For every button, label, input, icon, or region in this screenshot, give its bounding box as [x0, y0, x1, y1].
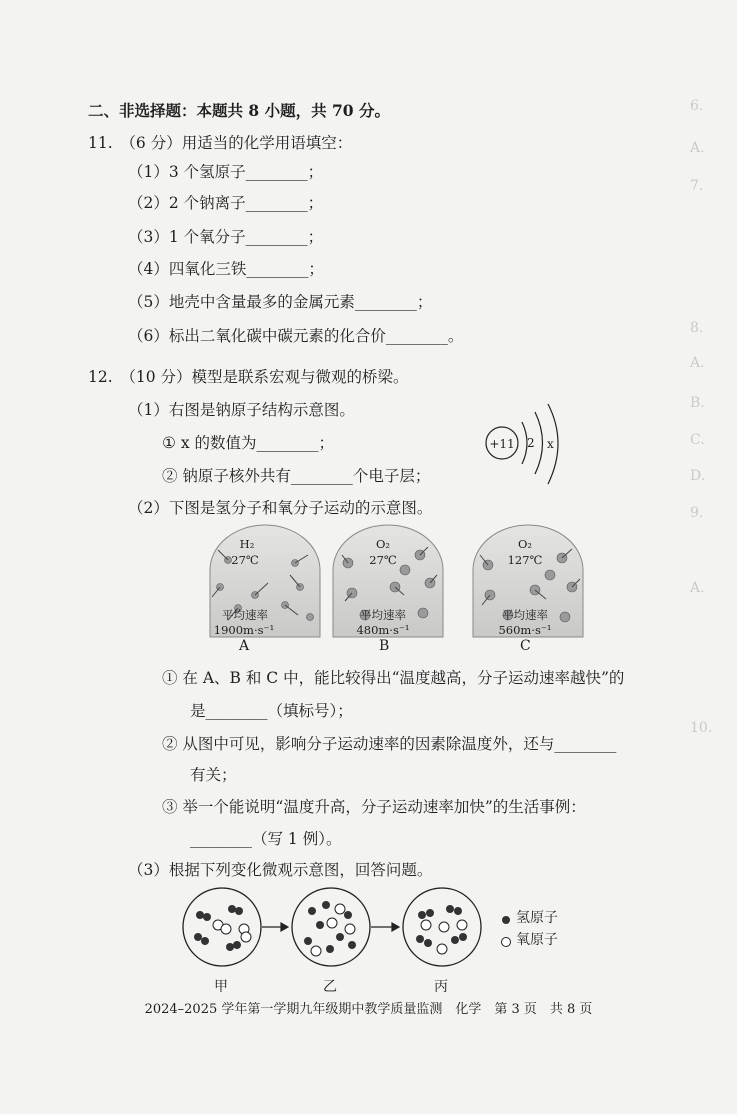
q11-item-1: （1）3 个氢原子________；	[128, 163, 324, 181]
dome-a-rate: 1900m·s⁻¹	[213, 623, 275, 637]
oxygen-atom-legend-icon	[500, 936, 512, 948]
q11-item-3: （3）1 个氧分子________；	[128, 228, 324, 246]
dome-c-label: C	[520, 638, 531, 654]
q11-item-4: （4）四氧化三铁________；	[128, 260, 324, 278]
sodium-atom-diagram	[480, 400, 580, 500]
shell1-label: 2	[527, 436, 535, 450]
dome-a-temp: 27℃	[231, 553, 259, 567]
hydrogen-atom-legend-icon	[500, 914, 512, 926]
q12-part3: （3）根据下列变化微观示意图，回答问题。	[128, 861, 433, 879]
dome-b-rate-label: 平均速率	[360, 608, 406, 622]
dome-b-gas: O₂	[375, 537, 391, 551]
bleed-text: B.	[690, 395, 705, 411]
section-title: 二、非选择题：本题共 8 小题，共 70 分。	[88, 101, 390, 120]
q12-part1-b: ② 钠原子核外共有________个电子层；	[162, 467, 431, 485]
dome-c-gas: O₂	[517, 537, 533, 551]
bleed-text: D.	[690, 468, 706, 484]
q12-part2-c-line2: ________（写 1 例）。	[190, 830, 342, 848]
circle-label-bing: 丙	[434, 979, 448, 995]
circle-label-jia: 甲	[214, 979, 228, 995]
nucleus-label: +11	[489, 437, 515, 451]
q12-part2: （2）下图是氢分子和氧分子运动的示意图。	[128, 499, 433, 517]
q12-part1: （1）右图是钠原子结构示意图。	[128, 401, 355, 419]
bleed-text: 9.	[690, 505, 704, 521]
bleed-text: 8.	[690, 320, 704, 336]
legend-oxygen: 氧原子	[516, 932, 558, 948]
shell2-label: x	[547, 437, 554, 451]
dome-c-rate-label: 平均速率	[502, 608, 548, 622]
dome-b-label: B	[379, 638, 390, 654]
reaction-diagram	[180, 885, 480, 980]
q12-stem: 12. （10 分）模型是联系宏观与微观的桥梁。	[88, 368, 409, 386]
legend-hydrogen: 氢原子	[516, 910, 558, 926]
q12-part2-a-line2: 是________（填标号）；	[190, 702, 353, 720]
q12-part2-b-line1: ② 从图中可见，影响分子运动速率的因素除温度外，还与________	[162, 735, 617, 753]
circle-label-yi: 乙	[323, 979, 337, 995]
q12-part2-c-line1: ③ 举一个能说明“温度升高，分子运动速率加快”的生活事例：	[162, 798, 586, 816]
dome-a-gas: H₂	[239, 537, 255, 551]
bleed-text: A.	[690, 140, 705, 156]
bleed-text: A.	[690, 355, 705, 371]
dome-c-temp: 127℃	[507, 553, 543, 567]
dome-c-rate: 560m·s⁻¹	[498, 623, 552, 637]
q11-item-5: （5）地壳中含量最多的金属元素________；	[128, 293, 433, 311]
q12-part2-a-line1: ① 在 A、B 和 C 中，能比较得出“温度越高，分子运动速率越快”的	[162, 669, 625, 687]
q12-part2-b-line2: 有关；	[190, 766, 237, 784]
bleed-text: 7.	[690, 178, 704, 194]
dome-b-rate: 480m·s⁻¹	[356, 623, 410, 637]
q11-item-6: （6）标出二氧化碳中碳元素的化合价________。	[128, 327, 464, 345]
bleed-text: C.	[690, 432, 705, 448]
dome-a-rate-label: 平均速率	[222, 608, 268, 622]
q11-item-2: （2）2 个钠离子________；	[128, 194, 324, 212]
q11-stem: 11. （6 分）用适当的化学用语填空：	[88, 134, 353, 152]
dome-b-temp: 27℃	[369, 553, 397, 567]
bleed-text: A.	[690, 580, 705, 596]
page-footer: 2024–2025 学年第一学期九年级期中教学质量监测 化学 第 3 页 共 8 页	[144, 1002, 593, 1017]
dome-a-label: A	[239, 638, 250, 654]
bleed-text: 10.	[690, 720, 713, 736]
bleed-text: 6.	[690, 98, 704, 114]
q12-part1-a: ① x 的数值为________；	[162, 434, 334, 452]
